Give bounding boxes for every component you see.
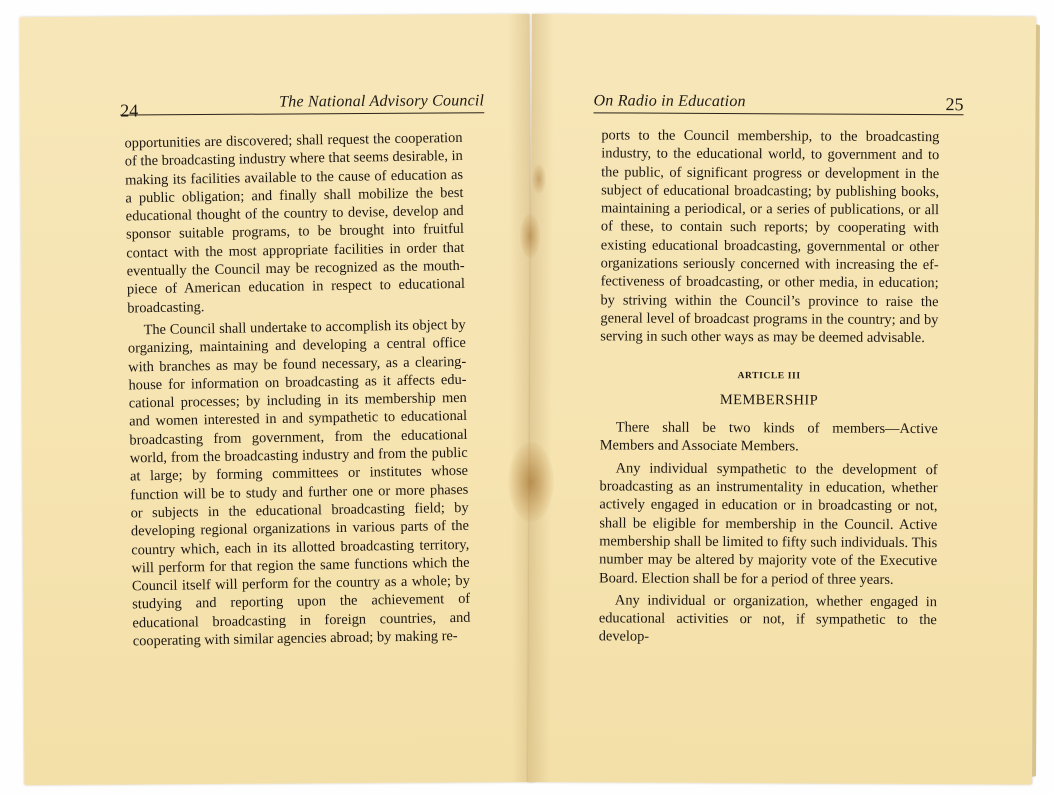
membership-section: [599, 419, 938, 648]
paragraph: Any individual sympathetic to the development of broadcasting as an instrumentality in education, whether actively engaged in education or in broadcasting or not, shall be eligible for membership in the Council. Active membership shall be limited to fifty such individuals. This number may be altered by majority vote of the Executive Board. Election shall be for a period of three years.: [599, 460, 938, 588]
paragraph: The Council shall undertake to accomplish its object by organizing, maintaining and developing a central office with branches as may be found necessary, as a clearinghouse for information on broadcasting as it affects educational processes; by including in its membership men and women interested in and sympathetic to educational broadcasting from government, from the educational world, from the broadcasting industry and from the public at large; by forming committees or institutes whose function will be to study and further one or more phases or subjects in the educational broadcasting field; by developing regional organizations in various parts of the country which, each in its allotted broadcasting territory, will perform for that region the same functions which the Council itself will perform for the country as a whole; by studying and reporting upon the achievement of educational broadcasting in foreign countries, and cooperating with similar agencies abroad; by making re-: [127, 316, 471, 650]
open-booklet: [22, 14, 1034, 782]
running-head: [120, 90, 485, 121]
article-label: ARTICLE III: [737, 370, 801, 381]
right-page: [528, 14, 1036, 785]
article-title: MEMBERSHIP: [719, 391, 819, 409]
paragraph: ports to the Council membership, to the broadcasting industry, to the educational world, to government and to the public, of significant progress or development in the subject of educational broadcasting; by publishing books, maintaining a periodical, or a series of publications, or all of these, to contain such reports; by cooperating with existing educational broadcasting, governmental or other organizations seriously concerned with increasing the effectiveness of broadcasting, or other media, in education; by striving within the Council’s province to raise the general level of broadcast programs in the country; and by serving in such other ways as may be deemed advisable.: [600, 127, 940, 347]
body-text: [599, 126, 940, 651]
page-number: 25: [945, 94, 964, 115]
running-head: [593, 90, 963, 115]
left-page: [20, 14, 535, 785]
paragraph: Any individual or organization, whether engaged in educational activities or not, if sympathetic to the develop-: [598, 592, 937, 646]
body-text: [124, 129, 471, 651]
running-head-title: The National Advisory Council: [279, 92, 485, 111]
running-head-title: On Radio in Education: [593, 92, 746, 111]
paragraph: opportunities are discovered; shall request the cooperation of the broadcasting industry where that seems desirable, in making its facilities available to the cause of education as a public obligation; and finally shall mobilize the best educational thought of the country to devise, develop and sponsor suitable programs, to be brought into fruitful contact with the most appropriate facilities in order that eventually the Council may be recognized as the mouthpiece of American education in respect to educational broadcasting.: [124, 129, 466, 317]
paragraph: There shall be two kinds of members—Active Members and Associate Members.: [599, 419, 938, 455]
page-number: 24: [120, 100, 139, 121]
page-edge: [1032, 25, 1040, 777]
gutter-shadow: [528, 14, 554, 782]
